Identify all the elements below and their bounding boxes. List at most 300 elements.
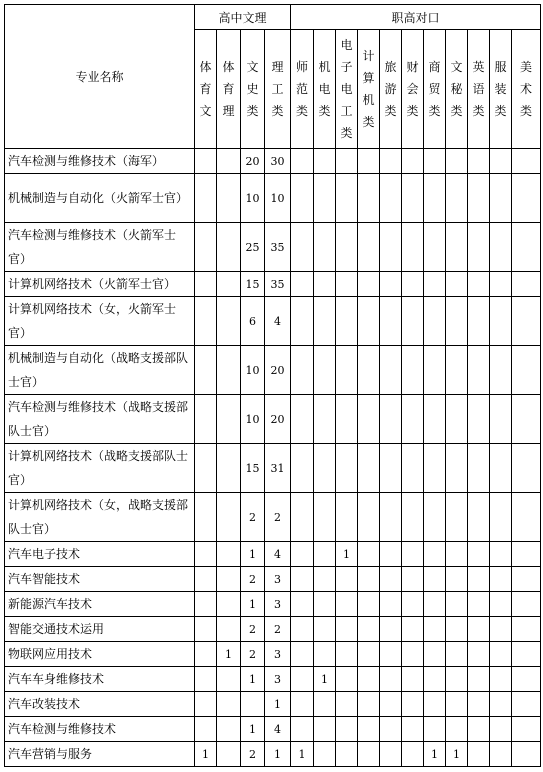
major-name-cell: 机械制造与自动化（火箭军士官） — [5, 174, 195, 223]
quota-cell — [195, 149, 217, 174]
quota-cell — [358, 617, 380, 642]
quota-cell — [380, 395, 402, 444]
quota-cell — [314, 223, 336, 272]
quota-cell — [512, 692, 541, 717]
quota-cell — [424, 346, 446, 395]
quota-cell: 3 — [265, 642, 291, 667]
table-row — [5, 567, 541, 592]
quota-cell — [424, 174, 446, 223]
quota-cell — [336, 567, 358, 592]
quota-cell — [314, 567, 336, 592]
quota-cell — [468, 174, 490, 223]
quota-cell — [380, 149, 402, 174]
quota-cell — [291, 493, 314, 542]
quota-cell — [468, 444, 490, 493]
table-body — [5, 149, 541, 767]
quota-cell — [291, 149, 314, 174]
column-header-label: 电子电工类 — [340, 38, 353, 140]
quota-cell — [380, 717, 402, 742]
quota-cell: 1 — [241, 542, 265, 567]
table-row — [5, 346, 541, 395]
quota-cell — [217, 149, 241, 174]
quota-cell — [195, 717, 217, 742]
quota-cell — [402, 272, 424, 297]
quota-cell — [291, 667, 314, 692]
quota-cell — [291, 592, 314, 617]
quota-cell — [217, 542, 241, 567]
quota-cell — [217, 493, 241, 542]
quota-cell — [446, 346, 468, 395]
quota-cell — [217, 592, 241, 617]
quota-cell — [446, 717, 468, 742]
quota-cell — [314, 346, 336, 395]
quota-cell — [336, 717, 358, 742]
quota-cell — [468, 346, 490, 395]
quota-cell — [291, 567, 314, 592]
column-header-label: 机电类 — [318, 60, 331, 118]
enrollment-plan-table — [4, 4, 541, 767]
quota-cell — [490, 493, 512, 542]
quota-cell: 6 — [241, 297, 265, 346]
quota-cell: 1 — [217, 642, 241, 667]
quota-cell: 10 — [241, 395, 265, 444]
quota-cell — [424, 444, 446, 493]
quota-cell — [512, 272, 541, 297]
quota-cell — [402, 493, 424, 542]
column-header — [241, 30, 265, 149]
quota-cell — [217, 297, 241, 346]
quota-cell: 1 — [314, 667, 336, 692]
quota-cell — [195, 692, 217, 717]
quota-cell — [380, 272, 402, 297]
quota-cell — [380, 667, 402, 692]
quota-cell — [424, 567, 446, 592]
quota-cell — [195, 567, 217, 592]
column-header-label: 文秘类 — [450, 60, 463, 118]
major-name-cell: 计算机网络技术（火箭军士官） — [5, 272, 195, 297]
quota-cell — [424, 493, 446, 542]
quota-cell — [468, 297, 490, 346]
quota-cell — [402, 149, 424, 174]
quota-cell — [314, 542, 336, 567]
quota-cell — [446, 149, 468, 174]
quota-cell — [336, 692, 358, 717]
quota-cell — [336, 617, 358, 642]
quota-cell — [358, 592, 380, 617]
major-name-cell: 汽车检测与维修技术（战略支援部队士官） — [5, 395, 195, 444]
quota-cell — [490, 692, 512, 717]
quota-cell: 1 — [265, 692, 291, 717]
quota-cell — [380, 493, 402, 542]
table-row — [5, 742, 541, 767]
column-header — [291, 30, 314, 149]
quota-cell — [195, 297, 217, 346]
major-name-cell: 汽车改装技术 — [5, 692, 195, 717]
table-row — [5, 174, 541, 223]
quota-cell — [402, 592, 424, 617]
quota-cell — [195, 346, 217, 395]
quota-cell — [314, 395, 336, 444]
table-row — [5, 542, 541, 567]
quota-cell — [241, 692, 265, 717]
quota-cell — [402, 395, 424, 444]
major-name-cell: 汽车车身维修技术 — [5, 667, 195, 692]
quota-cell: 3 — [265, 567, 291, 592]
quota-cell — [358, 174, 380, 223]
quota-cell — [468, 592, 490, 617]
table-row — [5, 667, 541, 692]
quota-cell — [512, 223, 541, 272]
quota-cell — [314, 272, 336, 297]
group-header-gaozhong: 高中文理 — [195, 5, 291, 30]
quota-cell — [291, 223, 314, 272]
quota-cell — [402, 742, 424, 767]
quota-cell — [424, 542, 446, 567]
quota-cell — [291, 642, 314, 667]
quota-cell: 3 — [265, 667, 291, 692]
quota-cell — [358, 297, 380, 346]
quota-cell — [358, 272, 380, 297]
quota-cell — [314, 297, 336, 346]
quota-cell — [490, 174, 512, 223]
column-header-label: 财会类 — [406, 60, 419, 118]
column-header-label: 美术类 — [520, 60, 533, 118]
major-name-header: 专业名称 — [5, 5, 195, 149]
quota-cell — [336, 444, 358, 493]
quota-cell: 2 — [241, 742, 265, 767]
quota-cell — [512, 493, 541, 542]
quota-cell — [424, 149, 446, 174]
table-row — [5, 493, 541, 542]
column-header-label: 理工类 — [271, 60, 284, 118]
quota-cell: 1 — [424, 742, 446, 767]
quota-cell — [380, 223, 402, 272]
major-name-cell: 新能源汽车技术 — [5, 592, 195, 617]
quota-cell — [336, 742, 358, 767]
quota-cell — [424, 692, 446, 717]
table-row — [5, 223, 541, 272]
quota-cell — [380, 592, 402, 617]
quota-cell — [358, 642, 380, 667]
table-row — [5, 617, 541, 642]
quota-cell — [512, 742, 541, 767]
quota-cell: 3 — [265, 592, 291, 617]
quota-cell — [490, 717, 512, 742]
column-header — [336, 30, 358, 149]
column-header — [402, 30, 424, 149]
column-header-label: 体育文 — [199, 60, 212, 118]
quota-cell — [291, 444, 314, 493]
quota-cell — [446, 692, 468, 717]
quota-cell — [358, 395, 380, 444]
quota-cell — [490, 567, 512, 592]
quota-cell — [490, 542, 512, 567]
quota-cell — [336, 149, 358, 174]
quota-cell — [468, 667, 490, 692]
quota-cell — [217, 272, 241, 297]
quota-cell — [512, 444, 541, 493]
quota-cell — [446, 542, 468, 567]
quota-cell: 4 — [265, 542, 291, 567]
quota-cell — [512, 667, 541, 692]
major-name-cell: 计算机网络技术（女，战略支援部队士官） — [5, 493, 195, 542]
quota-cell — [446, 617, 468, 642]
quota-cell — [512, 174, 541, 223]
quota-cell — [291, 692, 314, 717]
quota-cell — [217, 667, 241, 692]
quota-cell — [314, 642, 336, 667]
quota-cell: 1 — [241, 717, 265, 742]
quota-cell: 2 — [241, 642, 265, 667]
quota-cell — [512, 542, 541, 567]
quota-cell: 25 — [241, 223, 265, 272]
quota-cell — [291, 542, 314, 567]
quota-cell — [446, 444, 468, 493]
column-header-label: 体育理 — [222, 60, 235, 118]
quota-cell — [446, 174, 468, 223]
quota-cell: 20 — [265, 346, 291, 395]
quota-cell: 30 — [265, 149, 291, 174]
table-row — [5, 444, 541, 493]
quota-cell — [358, 444, 380, 493]
column-header-label: 服装类 — [494, 60, 507, 118]
table-row — [5, 272, 541, 297]
quota-cell — [402, 444, 424, 493]
quota-cell — [195, 444, 217, 493]
quota-cell — [490, 149, 512, 174]
quota-cell — [217, 223, 241, 272]
quota-cell: 31 — [265, 444, 291, 493]
quota-cell — [446, 272, 468, 297]
quota-cell — [468, 395, 490, 444]
quota-cell: 1 — [195, 742, 217, 767]
quota-cell — [424, 297, 446, 346]
quota-cell — [424, 717, 446, 742]
quota-cell — [336, 174, 358, 223]
quota-cell: 1 — [446, 742, 468, 767]
quota-cell — [490, 272, 512, 297]
quota-cell — [468, 542, 490, 567]
quota-cell — [512, 617, 541, 642]
quota-cell — [380, 542, 402, 567]
quota-cell — [314, 592, 336, 617]
quota-cell — [358, 223, 380, 272]
quota-cell — [380, 642, 402, 667]
quota-cell — [291, 174, 314, 223]
quota-cell: 1 — [241, 667, 265, 692]
column-header-label: 商贸类 — [428, 60, 441, 118]
quota-cell — [402, 692, 424, 717]
table-row — [5, 395, 541, 444]
quota-cell — [380, 174, 402, 223]
quota-cell — [490, 642, 512, 667]
quota-cell — [195, 667, 217, 692]
column-header — [380, 30, 402, 149]
quota-cell — [291, 346, 314, 395]
quota-cell — [446, 493, 468, 542]
quota-cell: 15 — [241, 444, 265, 493]
quota-cell — [512, 297, 541, 346]
quota-cell: 35 — [265, 272, 291, 297]
major-name-cell: 机械制造与自动化（战略支援部队士官） — [5, 346, 195, 395]
quota-cell: 10 — [241, 346, 265, 395]
quota-cell — [402, 717, 424, 742]
table-header — [5, 5, 541, 149]
table-row — [5, 717, 541, 742]
quota-cell — [446, 667, 468, 692]
quota-cell — [402, 174, 424, 223]
quota-cell — [490, 667, 512, 692]
column-header — [468, 30, 490, 149]
column-header-label: 英语类 — [472, 60, 485, 118]
table-row — [5, 692, 541, 717]
quota-cell — [446, 223, 468, 272]
quota-cell: 2 — [241, 493, 265, 542]
quota-cell — [358, 346, 380, 395]
column-header — [446, 30, 468, 149]
column-header — [265, 30, 291, 149]
column-header — [217, 30, 241, 149]
quota-cell — [336, 297, 358, 346]
quota-cell: 35 — [265, 223, 291, 272]
quota-cell — [195, 617, 217, 642]
quota-cell: 2 — [265, 617, 291, 642]
quota-cell — [468, 642, 490, 667]
quota-cell — [468, 272, 490, 297]
quota-cell — [512, 395, 541, 444]
quota-cell — [424, 223, 446, 272]
quota-cell — [424, 667, 446, 692]
column-header — [512, 30, 541, 149]
quota-cell — [358, 149, 380, 174]
quota-cell — [217, 692, 241, 717]
quota-cell — [402, 567, 424, 592]
quota-cell — [424, 395, 446, 444]
quota-cell: 2 — [265, 493, 291, 542]
quota-cell — [402, 617, 424, 642]
quota-cell — [336, 223, 358, 272]
quota-cell — [358, 717, 380, 742]
major-name-cell: 汽车检测与维修技术 — [5, 717, 195, 742]
major-name-cell: 计算机网络技术（女，火箭军士官） — [5, 297, 195, 346]
quota-cell — [291, 272, 314, 297]
quota-cell: 15 — [241, 272, 265, 297]
quota-cell — [380, 567, 402, 592]
quota-cell — [468, 223, 490, 272]
quota-cell — [424, 592, 446, 617]
quota-cell — [402, 346, 424, 395]
major-name-cell: 汽车检测与维修技术（火箭军士官） — [5, 223, 195, 272]
quota-cell: 10 — [265, 174, 291, 223]
quota-cell — [468, 617, 490, 642]
quota-cell — [512, 717, 541, 742]
major-name-cell: 汽车营销与服务 — [5, 742, 195, 767]
quota-cell — [217, 617, 241, 642]
major-name-cell: 计算机网络技术（战略支援部队士官） — [5, 444, 195, 493]
quota-cell: 1 — [291, 742, 314, 767]
quota-cell — [468, 717, 490, 742]
quota-cell: 20 — [241, 149, 265, 174]
quota-cell — [291, 395, 314, 444]
major-name-cell: 智能交通技术运用 — [5, 617, 195, 642]
quota-cell — [490, 742, 512, 767]
quota-cell — [195, 642, 217, 667]
quota-cell — [402, 642, 424, 667]
quota-cell — [314, 617, 336, 642]
major-name-cell: 汽车电子技术 — [5, 542, 195, 567]
quota-cell — [446, 567, 468, 592]
quota-cell — [446, 592, 468, 617]
quota-cell: 4 — [265, 717, 291, 742]
quota-cell — [195, 592, 217, 617]
quota-cell — [490, 297, 512, 346]
quota-cell — [424, 617, 446, 642]
quota-cell — [314, 717, 336, 742]
quota-cell — [314, 692, 336, 717]
quota-cell — [336, 667, 358, 692]
quota-cell: 1 — [336, 542, 358, 567]
quota-cell — [468, 493, 490, 542]
quota-cell — [468, 149, 490, 174]
quota-cell — [195, 272, 217, 297]
quota-cell — [195, 395, 217, 444]
quota-cell: 2 — [241, 617, 265, 642]
quota-cell: 20 — [265, 395, 291, 444]
quota-cell — [512, 567, 541, 592]
column-header-label: 旅游类 — [384, 60, 397, 118]
quota-cell: 4 — [265, 297, 291, 346]
quota-cell — [490, 444, 512, 493]
quota-cell — [217, 567, 241, 592]
quota-cell — [358, 567, 380, 592]
table-row — [5, 642, 541, 667]
quota-cell — [314, 742, 336, 767]
quota-cell — [195, 542, 217, 567]
quota-cell — [314, 444, 336, 493]
quota-cell — [490, 346, 512, 395]
column-header — [358, 30, 380, 149]
quota-cell: 2 — [241, 567, 265, 592]
quota-cell — [380, 692, 402, 717]
quota-cell — [402, 667, 424, 692]
quota-cell — [358, 542, 380, 567]
quota-cell — [358, 667, 380, 692]
quota-cell — [446, 297, 468, 346]
quota-cell — [336, 642, 358, 667]
quota-cell — [380, 346, 402, 395]
quota-cell — [217, 742, 241, 767]
quota-cell: 10 — [241, 174, 265, 223]
major-name-cell: 汽车智能技术 — [5, 567, 195, 592]
quota-cell — [195, 174, 217, 223]
quota-cell — [358, 692, 380, 717]
column-header — [195, 30, 217, 149]
quota-cell — [512, 642, 541, 667]
quota-cell: 1 — [241, 592, 265, 617]
column-header-label: 计算机类 — [362, 49, 375, 129]
quota-cell — [217, 346, 241, 395]
quota-cell — [380, 444, 402, 493]
table-row — [5, 297, 541, 346]
quota-cell — [217, 444, 241, 493]
quota-cell — [195, 493, 217, 542]
quota-cell — [217, 174, 241, 223]
quota-cell — [490, 592, 512, 617]
quota-cell — [217, 717, 241, 742]
column-header-label: 文史类 — [246, 60, 259, 118]
column-header — [490, 30, 512, 149]
quota-cell — [336, 395, 358, 444]
